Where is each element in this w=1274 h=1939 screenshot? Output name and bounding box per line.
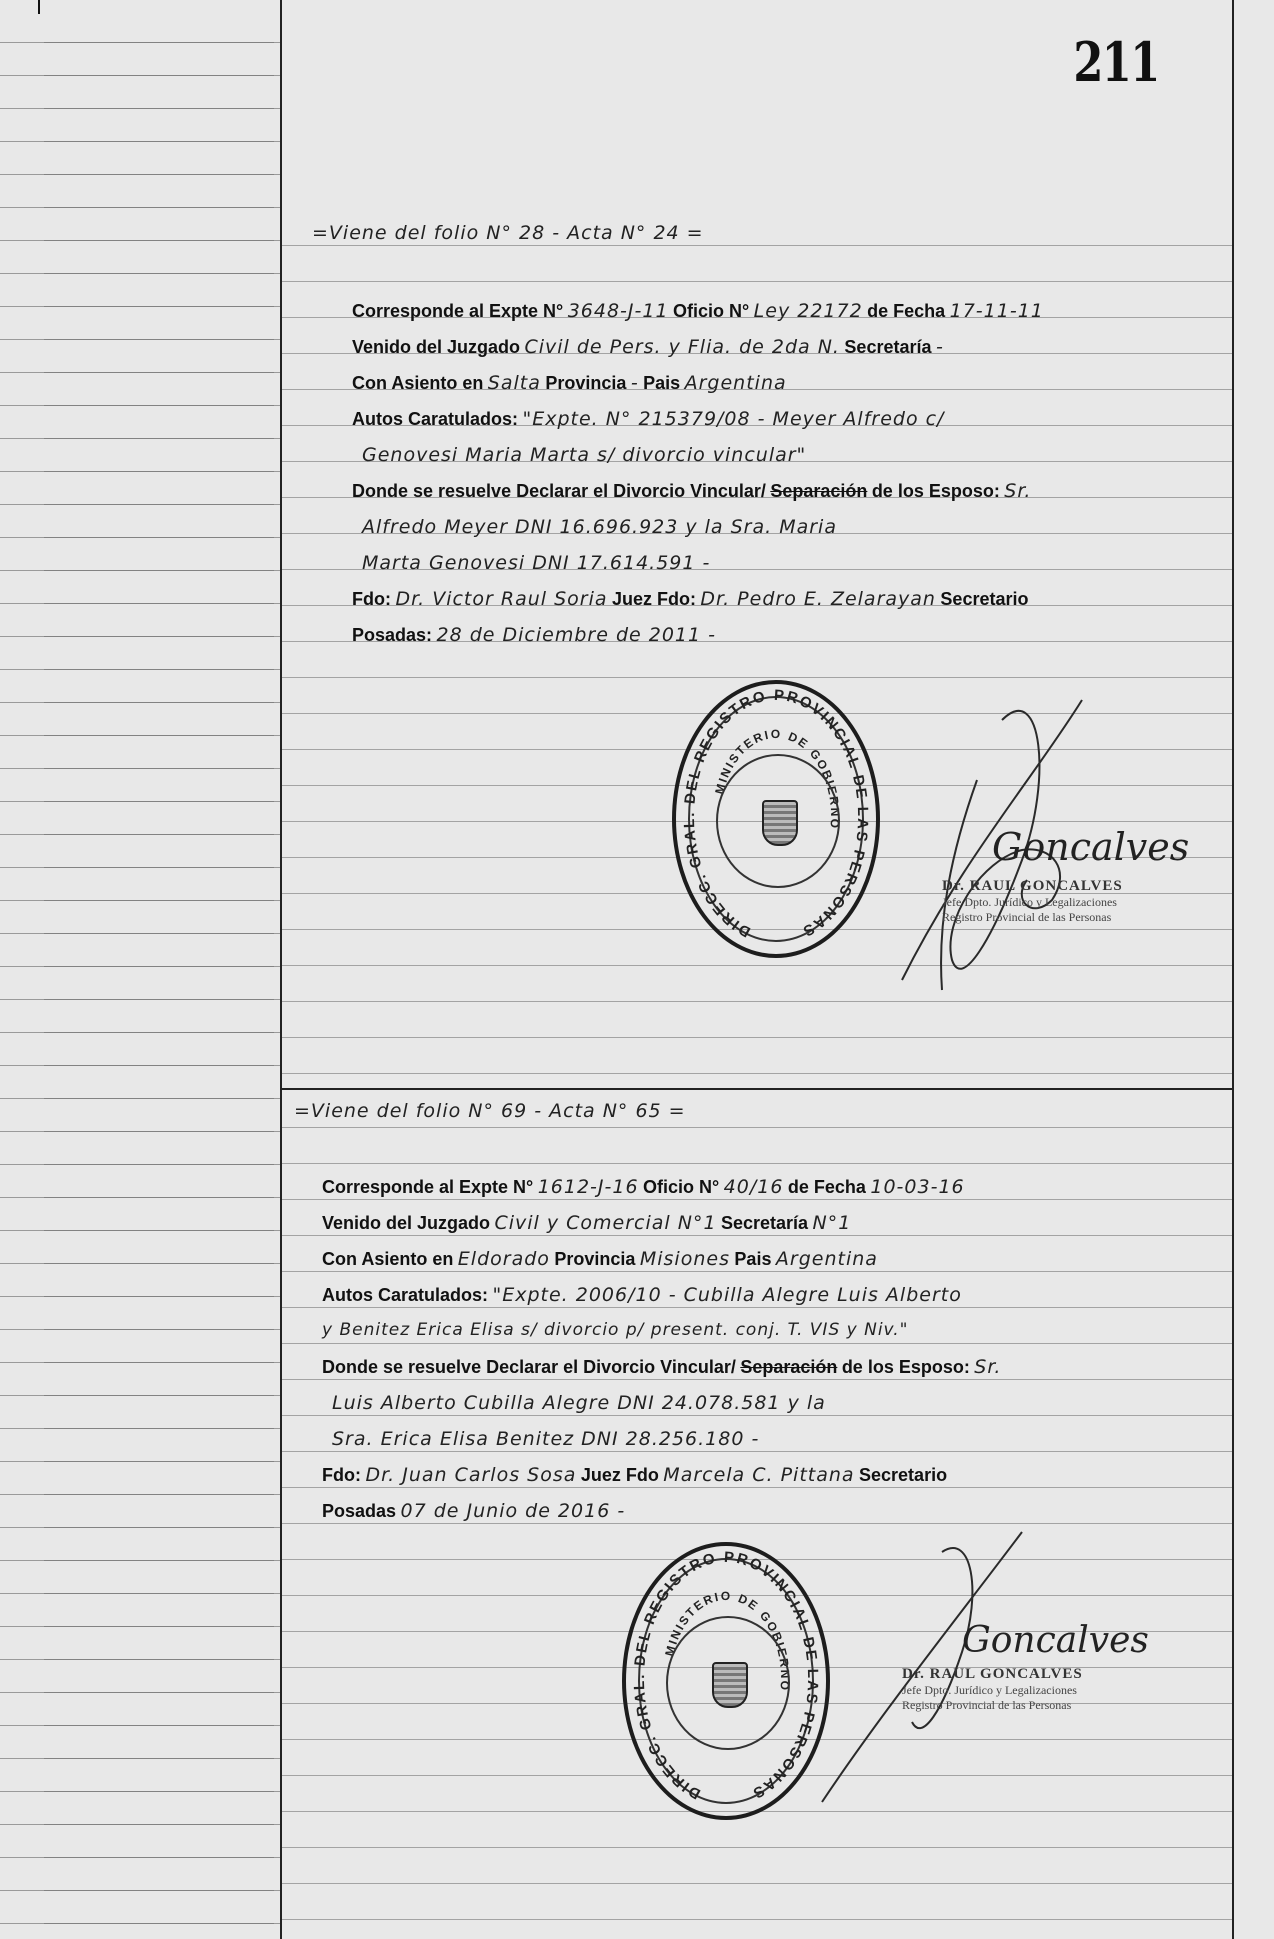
handwritten-value: 17-11-11 bbox=[949, 300, 1044, 322]
handwritten-value: y Benitez Erica Elisa s/ divorcio p/ present. conj. T. VIS y Niv." bbox=[322, 1320, 909, 1340]
struck-label: Separación bbox=[740, 1357, 838, 1377]
handwritten-value: Sr. bbox=[1004, 480, 1032, 502]
label: Autos Caratulados: bbox=[352, 409, 519, 429]
svg-text:Goncalves: Goncalves bbox=[962, 1620, 1149, 1661]
handwritten-signature bbox=[802, 1512, 1149, 1817]
label: de los Esposo: bbox=[871, 481, 1000, 501]
label: Pais bbox=[734, 1249, 772, 1269]
svg-text:DIRECC. GRAL. DEL REGISTRO PRO: DIRECC. GRAL. DEL REGISTRO PROVINCIAL DE LAS PERSONAS bbox=[680, 686, 872, 941]
label: Con Asiento en bbox=[322, 1249, 454, 1269]
label: Juez Fdo bbox=[580, 1465, 659, 1485]
right-border bbox=[1232, 0, 1234, 1939]
signer-name: Dr. RAUL GONCALVES bbox=[902, 1666, 1083, 1682]
svg-text:DIRECC. GRAL. DEL REGISTRO PRO: DIRECC. GRAL. DEL REGISTRO PROVINCIAL DE LAS PERSONAS bbox=[630, 1548, 822, 1803]
handwritten-value: Marcela C. Pittana bbox=[663, 1464, 855, 1486]
handwritten-value: Marta Genovesi DNI 17.614.591 - bbox=[362, 552, 711, 574]
label: Con Asiento en bbox=[352, 373, 484, 393]
handwritten-value: Argentina bbox=[775, 1248, 878, 1270]
crest-emblem bbox=[762, 800, 798, 846]
handwritten-value: Dr. Victor Raul Soria bbox=[395, 588, 608, 610]
label: Secretaría bbox=[721, 1213, 809, 1233]
handwritten-value: Civil de Pers. y Flia. de 2da N. bbox=[524, 336, 840, 358]
label: Donde se resuelve Declarar el Divorcio Vincular/ bbox=[322, 1357, 736, 1377]
signer-title: Jefe Dpto. Jurídico y Legalizaciones bbox=[902, 1683, 1077, 1697]
official-stamp bbox=[622, 1542, 830, 1820]
handwritten-value: 3648-J-11 bbox=[567, 300, 669, 322]
label: Juez Fdo: bbox=[611, 589, 696, 609]
expte-line bbox=[352, 300, 1044, 322]
record-entry-2 bbox=[282, 1092, 1232, 1932]
label: Autos Caratulados: bbox=[322, 1285, 489, 1305]
svg-text:Goncalves: Goncalves bbox=[992, 825, 1190, 869]
handwritten-value: Eldorado bbox=[457, 1248, 550, 1270]
official-stamp bbox=[672, 680, 880, 958]
handwritten-value: 28 de Diciembre de 2011 - bbox=[436, 624, 716, 646]
signature-block bbox=[902, 1666, 1083, 1713]
svg-text:MINISTERIO DE GOBIERNO: MINISTERIO DE GOBIERNO bbox=[712, 726, 843, 831]
record-entry-1 bbox=[282, 210, 1232, 1085]
handwritten-value: N°1 bbox=[812, 1212, 852, 1234]
handwritten-value: Sr. bbox=[974, 1356, 1002, 1378]
handwritten-value: Dr. Pedro E. Zelarayan bbox=[700, 588, 936, 610]
spouse-1-line bbox=[332, 1392, 826, 1414]
label: Venido del Juzgado bbox=[352, 337, 521, 357]
label: de Fecha bbox=[867, 301, 946, 321]
label: Fdo: bbox=[352, 589, 391, 609]
label: Secretaría bbox=[844, 337, 932, 357]
signer-organization: Registro Provincial de las Personas bbox=[902, 1698, 1072, 1712]
signer-name: Dr. RAUL GONCALVES bbox=[942, 878, 1123, 894]
handwritten-signature bbox=[882, 660, 1190, 1025]
signatories-line bbox=[352, 588, 1028, 610]
handwritten-value: Misiones bbox=[639, 1248, 730, 1270]
handwritten-value: "Expte. 2006/10 - Cubilla Alegre Luis Alberto bbox=[492, 1284, 962, 1306]
left-margin-column bbox=[0, 0, 282, 1939]
handwritten-value: 10-03-16 bbox=[870, 1176, 965, 1198]
label: Secretario bbox=[940, 589, 1029, 609]
entry-divider bbox=[282, 1088, 1232, 1090]
resolution-line bbox=[352, 480, 1031, 502]
handwritten-value: Sra. Erica Elisa Benitez DNI 28.256.180 - bbox=[332, 1428, 760, 1450]
asiento-line bbox=[322, 1248, 878, 1270]
expte-line bbox=[322, 1176, 965, 1198]
handwritten-value: 07 de Junio de 2016 - bbox=[400, 1500, 626, 1522]
handwritten-value: 1612-J-16 bbox=[537, 1176, 639, 1198]
label: Corresponde al Expte N° bbox=[352, 301, 564, 321]
handwritten-value: Genovesi Maria Marta s/ divorcio vincular" bbox=[362, 444, 807, 466]
spouse-1-line bbox=[362, 516, 837, 538]
autos-line bbox=[322, 1284, 962, 1306]
handwritten-value: Ley 22172 bbox=[753, 300, 863, 322]
label: Secretario bbox=[859, 1465, 948, 1485]
label: Posadas bbox=[322, 1501, 397, 1521]
entry-header: =Viene del folio N° 69 - Acta N° 65 = bbox=[294, 1100, 686, 1122]
label: de Fecha bbox=[787, 1177, 866, 1197]
label: Provincia bbox=[554, 1249, 636, 1269]
signer-title: Jefe Dpto. Jurídico y Legalizaciones bbox=[942, 895, 1117, 909]
label: Oficio N° bbox=[643, 1177, 720, 1197]
date-line bbox=[322, 1500, 625, 1522]
spouse-2-line bbox=[362, 552, 710, 574]
date-line bbox=[352, 624, 716, 646]
label: Venido del Juzgado bbox=[322, 1213, 491, 1233]
label: de los Esposo: bbox=[841, 1357, 970, 1377]
label: Oficio N° bbox=[673, 301, 750, 321]
handwritten-value: - bbox=[935, 336, 944, 358]
svg-text:MINISTERIO DE GOBIERNO: MINISTERIO DE GOBIERNO bbox=[662, 1588, 793, 1693]
juzgado-line bbox=[322, 1212, 851, 1234]
resolution-line bbox=[322, 1356, 1001, 1378]
juzgado-line bbox=[352, 336, 944, 358]
handwritten-value: Argentina bbox=[684, 372, 787, 394]
signer-organization: Registro Provincial de las Personas bbox=[942, 910, 1112, 924]
label: Pais bbox=[643, 373, 681, 393]
label: Provincia bbox=[545, 373, 627, 393]
signature-block bbox=[942, 878, 1123, 925]
entry-header: =Viene del folio N° 28 - Acta N° 24 = bbox=[312, 222, 704, 244]
handwritten-value: Alfredo Meyer DNI 16.696.923 y la Sra. Maria bbox=[362, 516, 837, 538]
autos-line bbox=[352, 408, 944, 430]
asiento-line bbox=[352, 372, 787, 394]
handwritten-value: Salta bbox=[487, 372, 541, 394]
handwritten-value: Luis Alberto Cubilla Alegre DNI 24.078.581 y la bbox=[332, 1392, 826, 1414]
autos-continued-line bbox=[362, 444, 806, 466]
struck-label: Separación bbox=[770, 481, 868, 501]
crest-emblem bbox=[712, 1662, 748, 1708]
autos-continued-line bbox=[322, 1320, 908, 1340]
handwritten-value: "Expte. N° 215379/08 - Meyer Alfredo c/ bbox=[522, 408, 945, 430]
label: Posadas: bbox=[352, 625, 433, 645]
handwritten-value: Civil y Comercial N°1 bbox=[494, 1212, 717, 1234]
page-number: 211 bbox=[1073, 30, 1159, 94]
handwritten-value: - bbox=[630, 372, 639, 394]
label: Fdo: bbox=[322, 1465, 361, 1485]
spouse-2-line bbox=[332, 1428, 759, 1450]
signatories-line bbox=[322, 1464, 947, 1486]
handwritten-value: 40/16 bbox=[723, 1176, 784, 1198]
handwritten-value: Dr. Juan Carlos Sosa bbox=[365, 1464, 577, 1486]
label: Corresponde al Expte N° bbox=[322, 1177, 534, 1197]
label: Donde se resuelve Declarar el Divorcio Vincular/ bbox=[352, 481, 766, 501]
